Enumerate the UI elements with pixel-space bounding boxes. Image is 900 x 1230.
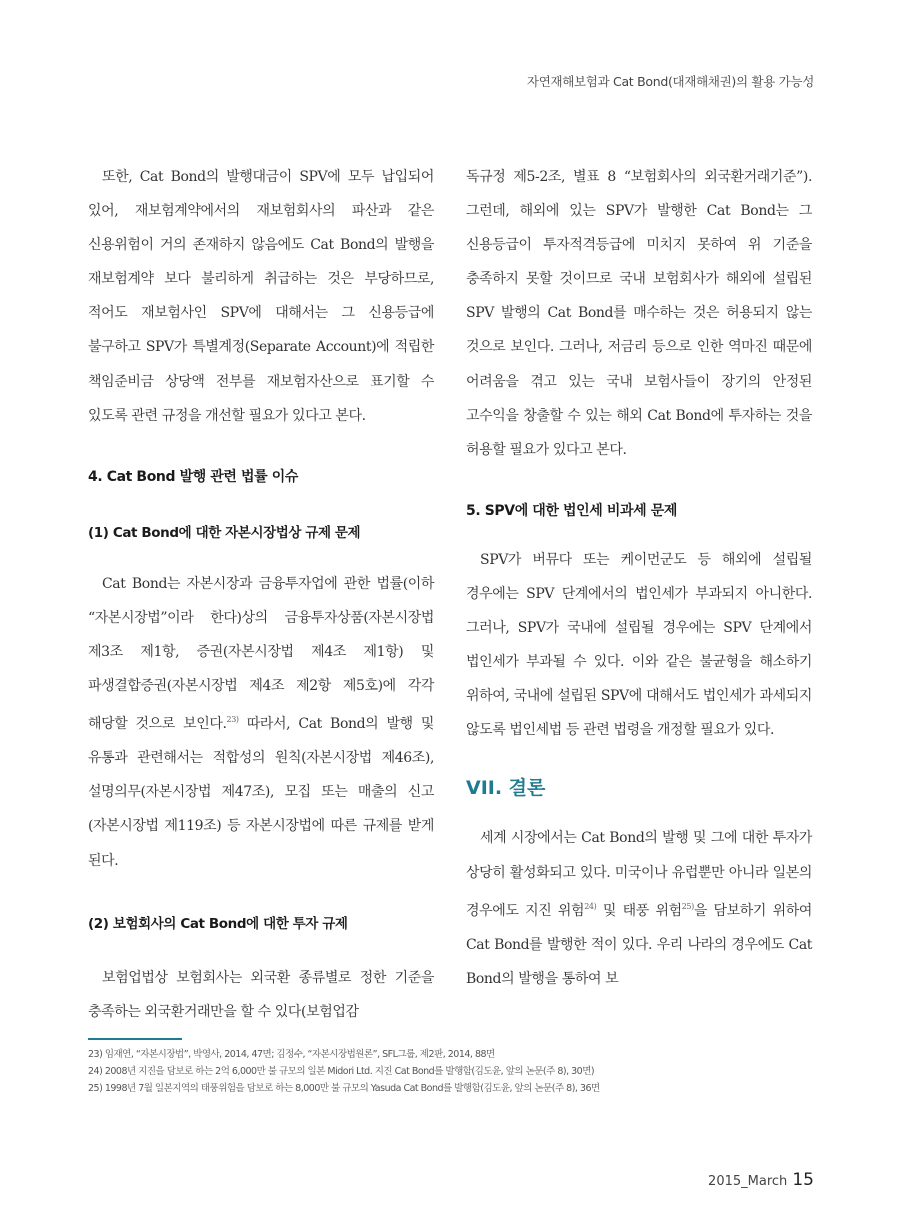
- chapter-heading: VII. 결론: [466, 777, 546, 800]
- body-paragraph: [466, 821, 812, 995]
- footnote-23: 23) 임재연, “자본시장법”, 박영사, 2014, 47면; 김정수, “자본시장법원론”, SFL그룹, 제2판, 2014, 88면: [88, 1049, 495, 1060]
- page-number: 15: [792, 1170, 814, 1190]
- paragraph-text: 및 태풍 위험: [596, 902, 682, 919]
- right-column: [466, 160, 812, 996]
- paragraph-text: Cat Bond는 자본시장과 금융투자업에 관한 법률(이하 “자본시장법”이라 한다)상의 금융투자상품(자본시장법 제3조 제1항, 증권(자본시장법 제4조 제1항) 및 파생결합증권(자본시장법 제4조 제2항 제5호)에 각각 해당할 것으로 보인다.: [88, 575, 434, 733]
- subsection-heading: (1) Cat Bond에 대한 자본시장법상 규제 문제: [88, 524, 361, 541]
- footnote-25: 25) 1998년 7월 일본지역의 태풍위험을 담보로 하는 8,000만 불 규모의 Yasuda Cat Bond를 발행함(김도윤, 앞의 논문(주 8), 36면: [88, 1083, 600, 1094]
- footnote-ref[interactable]: 23): [226, 715, 239, 725]
- body-paragraph: 독규정 제5-2조, 별표 8 “보험회사의 외국환거래기준”). 그런데, 해외에 있는 SPV가 발행한 Cat Bond는 그 신용등급이 투자적격등급에 미치지 못하여 위 기준을 충족하지 못할 것이므로 국내 보험회사가 해외에 설립된 SPV 발행의 Cat Bond를 매수하는 것은 허용되지 않는 것으로 보인다. 그러나, 저금리 등으로 인한 역마진 때문에 어려움을 겪고 있는 국내 보험사들이 장기의 안정된 고수익을 창출할 수 있는 해외 Cat Bond에 투자하는 것을 허용할 필요가 있다고 본다.: [466, 169, 812, 458]
- running-header: 자연재해보험과 Cat Bond(대재해채권)의 활용 가능성: [526, 74, 814, 89]
- paragraph-text: 세계 시장에서는 Cat Bond의 발행 및 그에 대한 투자가 상당히 활성화되고 있다. 미국이나 유럽뿐만 아니라 일본의 경우에도 지진 위험: [466, 830, 812, 919]
- body-paragraph: SPV가 버뮤다 또는 케이먼군도 등 해외에 설립될 경우에는 SPV 단계에서의 법인세가 부과되지 아니한다. 그러나, SPV가 국내에 설립될 경우에는 SPV 단계에서 법인세가 부과될 수 있다. 이와 같은 불균형을 해소하기 위하여, 국내에 설립된 SPV에 대해서도 법인세가 과세되지 않도록 법인세법 등 관련 법령을 개정할 필요가 있다.: [466, 551, 812, 739]
- body-paragraph: [88, 567, 434, 878]
- issue-label: 2015_March: [708, 1174, 788, 1189]
- paragraph-text: 따라서, Cat Bond의 발행 및 유통과 관련해서는 적합성의 원칙(자본시장법 제46조), 설명의무(자본시장법 제47조), 모집 또는 매출의 신고(자본시장법 제119조) 등 자본시장법에 따른 규제를 받게 된다.: [88, 716, 434, 869]
- body-paragraph: 보험업법상 보험회사는 외국환 종류별로 정한 기준을 충족하는 외국환거래만을 할 수 있다(보험업감: [88, 969, 434, 1020]
- footnote-ref[interactable]: 24): [584, 901, 597, 911]
- footnote-divider: [88, 1038, 182, 1040]
- section-heading: 5. SPV에 대한 법인세 비과세 문제: [466, 502, 677, 519]
- footnotes: [88, 1046, 818, 1097]
- footnote-24: 24) 2008년 지진을 담보로 하는 2억 6,000만 불 규모의 일본 Midori Ltd. 지진 Cat Bond를 발행함(김도윤, 앞의 논문(주 8), 30면): [88, 1066, 595, 1077]
- subsection-heading: (2) 보험회사의 Cat Bond에 대한 투자 규제: [88, 915, 348, 932]
- page-folio: [708, 1170, 814, 1190]
- paragraph-text: 을 담보하기 위하여 Cat Bond를 발행한 적이 있다. 우리 나라의 경우에도 Cat Bond의 발행을 통하여 보: [466, 902, 812, 987]
- footnote-ref[interactable]: 25): [681, 901, 694, 911]
- left-column: [88, 160, 434, 1029]
- section-heading: 4. Cat Bond 발행 관련 법률 이슈: [88, 468, 298, 485]
- body-paragraph: 또한, Cat Bond의 발행대금이 SPV에 모두 납입되어 있어, 재보험계약에서의 재보험회사의 파산과 같은 신용위험이 거의 존재하지 않음에도 Cat Bond의 발행을 재보험계약 보다 불리하게 취급하는 것은 부당하므로, 적어도 재보험사인 SPV에 대해서는 그 신용등급에 불구하고 SPV가 특별계정(Separate Account)에 적립한 책임준비금 상당액 전부를 재보험자산으로 표기할 수 있도록 관련 규정을 개선할 필요가 있다고 본다.: [88, 169, 434, 424]
